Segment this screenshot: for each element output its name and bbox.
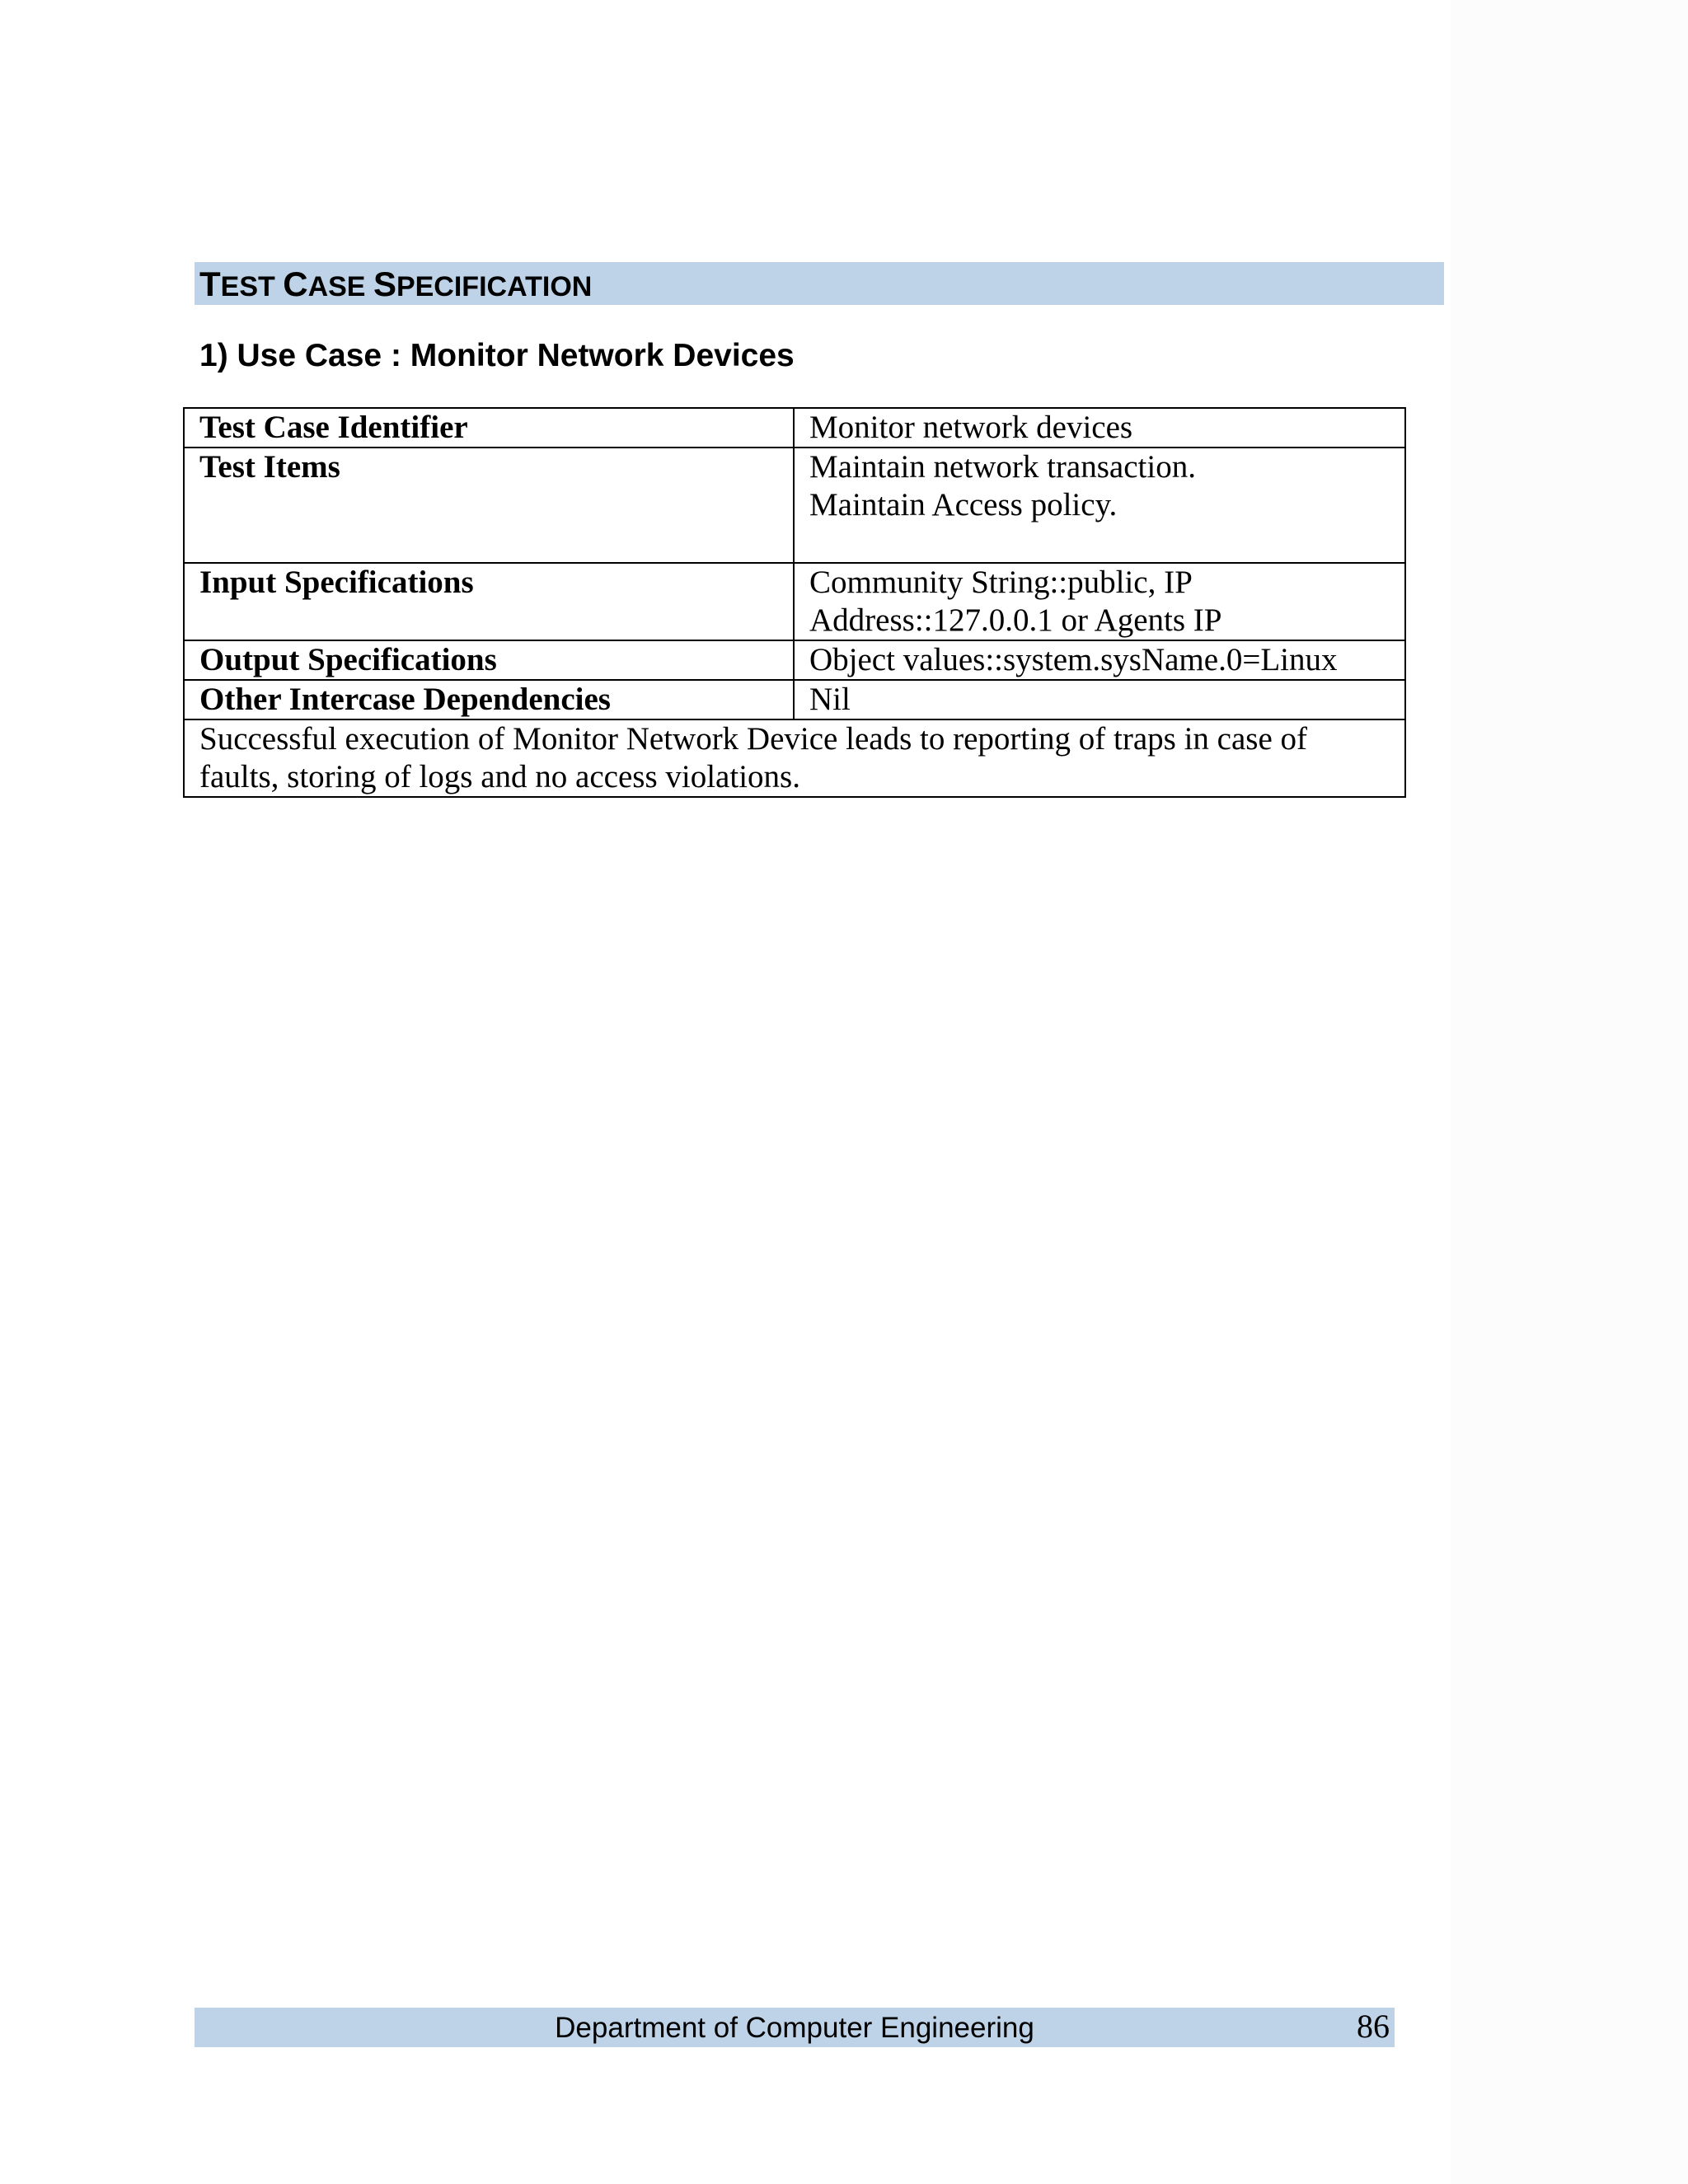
table-row [184, 408, 1405, 448]
summary-cell [184, 719, 1405, 797]
table-row [184, 680, 1405, 719]
input-specifications-label: Input Specifications [184, 563, 794, 640]
page-edge-shade [1451, 0, 1688, 2184]
table-row [184, 719, 1405, 797]
heading-initial-s: S [373, 265, 396, 303]
summary-line: faults, storing of logs and no access violations. [199, 759, 800, 794]
value-line: Object values::system.sysName.0=Linux [809, 642, 1338, 677]
test-case-identifier-value [794, 408, 1405, 448]
footer-department: Department of Computer Engineering [555, 2012, 1034, 2044]
section-heading [195, 262, 1444, 305]
output-specifications-value [794, 640, 1405, 680]
test-case-identifier-label: Test Case Identifier [184, 408, 794, 448]
table-row [184, 563, 1405, 640]
value-line: Monitor network devices [809, 410, 1133, 445]
table-row [184, 448, 1405, 563]
intercase-dependencies-value [794, 680, 1405, 719]
test-case-table [183, 407, 1406, 798]
value-line: Address::127.0.0.1 or Agents IP [809, 602, 1222, 638]
table-row [184, 640, 1405, 680]
value-line: Maintain Access policy. [809, 487, 1118, 523]
heading-rest-case: ASE [307, 271, 373, 302]
heading-initial-t: T [199, 265, 221, 303]
test-items-label: Test Items [184, 448, 794, 563]
heading-rest-specification: PECIFICATION [396, 271, 593, 302]
value-line: Nil [809, 682, 851, 717]
test-items-value [794, 448, 1405, 563]
value-line: Community String::public, IP [809, 565, 1193, 600]
page-footer [195, 2008, 1395, 2047]
output-specifications-label: Output Specifications [184, 640, 794, 680]
heading-initial-c: C [283, 265, 308, 303]
summary-line: Successful execution of Monitor Network Device leads to reporting of traps in case of [199, 721, 1308, 757]
input-specifications-value [794, 563, 1405, 640]
value-line: Maintain network transaction. [809, 449, 1196, 485]
page-number: 86 [1357, 2008, 1390, 2045]
intercase-dependencies-label: Other Intercase Dependencies [184, 680, 794, 719]
heading-rest-test: EST [220, 271, 284, 302]
use-case-title: 1) Use Case : Monitor Network Devices [199, 338, 795, 373]
